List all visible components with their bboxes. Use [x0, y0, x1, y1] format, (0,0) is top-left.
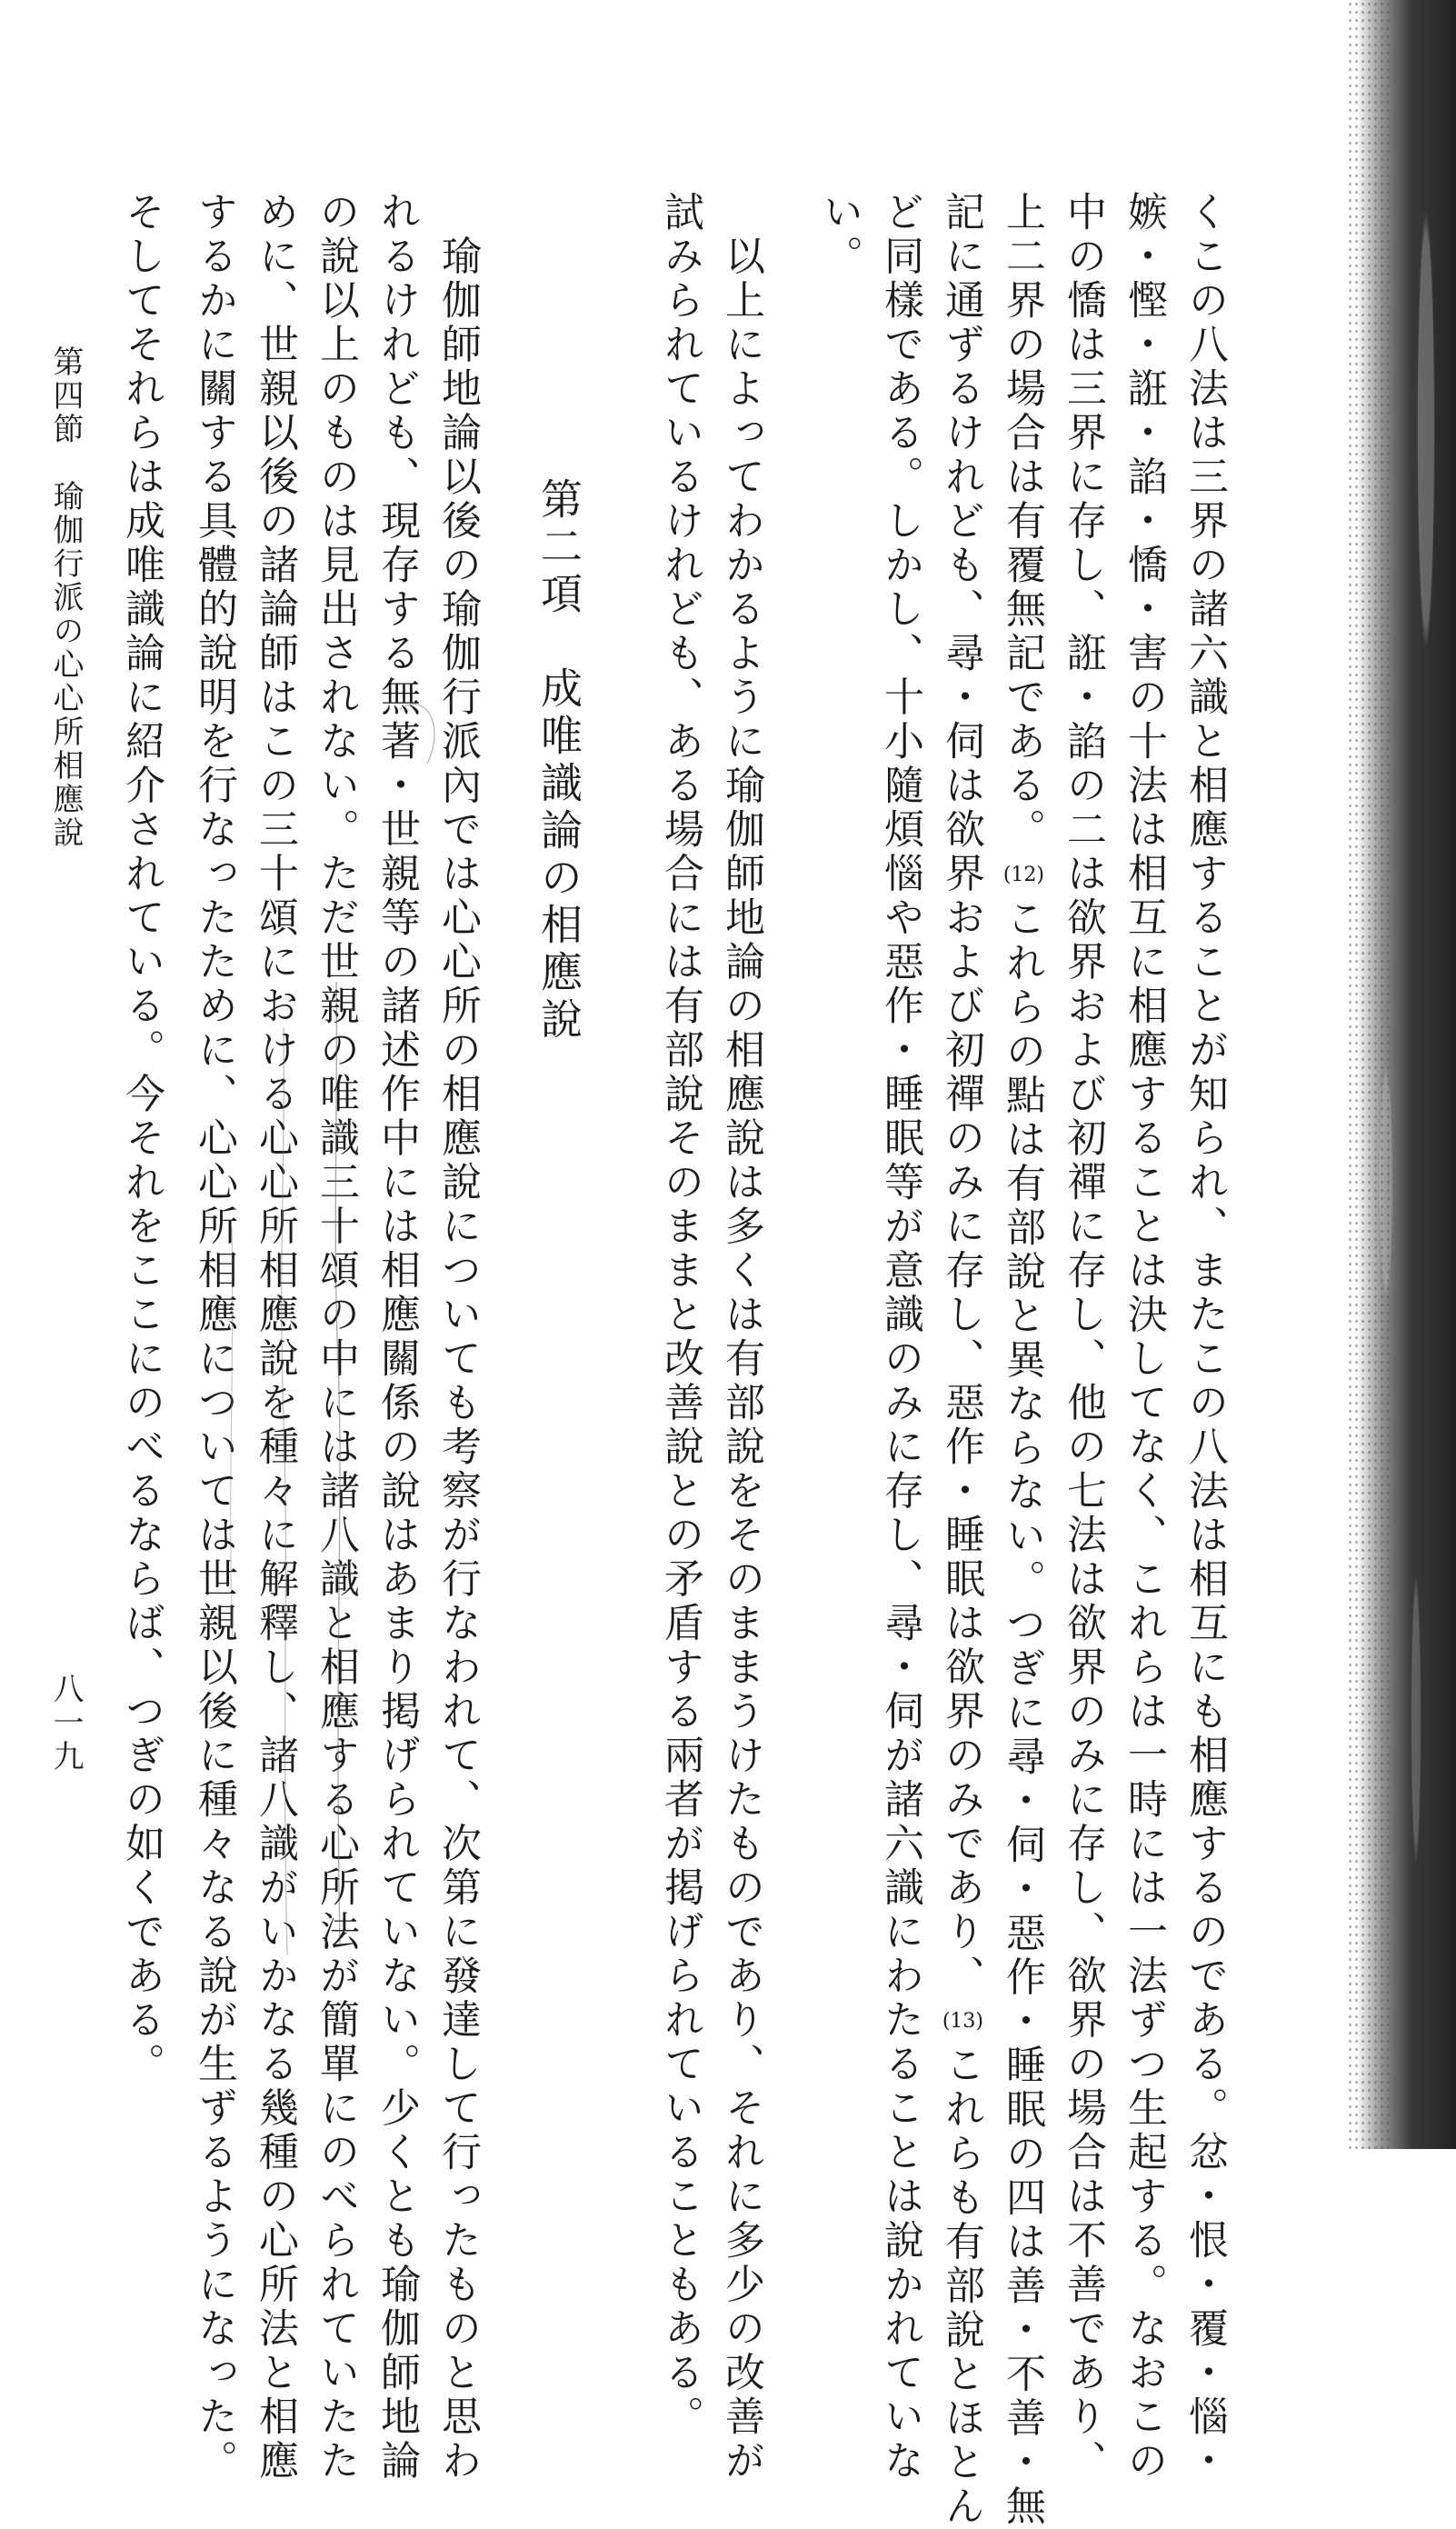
footnote-marker: (12)	[1003, 853, 1044, 898]
text-column: 以上によってわかるように瑜伽師地論の相應說は多くは有部說をそのままうけたものであり、それに多少の改善が	[718, 191, 763, 2484]
text-column: い。	[816, 191, 862, 279]
text-run: 上二界の場合は有覆無記である。	[999, 191, 1045, 853]
text-column: れるけれども、現存する無著・世親等の諸述作中には相應關係の說はあまり掲げられていない。少くとも瑜伽師地論	[374, 191, 419, 2484]
text-column: 瑜伽師地論以後の瑜伽行派內では心心所の相應說についても考察が行なわれて、次第に發達して行ったものと思わ	[434, 191, 480, 2484]
section-heading: 第二項 成唯識論の相應說	[536, 477, 582, 1045]
running-head: 第四節 瑜伽行派の心心所相應說	[47, 345, 84, 850]
text-column: 嫉・慳・誑・諂・憍・害の十法は相互に相應することは決してなく、これらは一時には一法ずつ生起する。なおこの	[1121, 191, 1166, 2484]
text-column: くこの八法は三界の諸六識と相應することが知られ、またこの八法は相互にも相應するのである。忿・恨・覆・惱・	[1182, 191, 1227, 2484]
text-run: これらも有部說とほとん	[938, 2044, 984, 2529]
text-column: の說以上のものは見出されない。ただ世親の唯識三十頌の中には諸八識と相應する心所法が簡單にのべられていたた	[313, 191, 358, 2484]
text-run: これらの點は有部說と異ならない。つぎに尋・伺・惡作・睡眠の四は善・不善・無	[999, 898, 1045, 2529]
page-number: 八一九	[47, 1673, 84, 1774]
text-column: ど同樣である。しかし、十小隨煩惱や惡作・睡眠等が意識のみに存し、尋・伺が諸六識にわたることは說かれていな	[877, 191, 922, 2484]
text-column: 試みられているけれども、ある場合には有部說そのままと改善說との矛盾する兩者が掲げられていることもある。	[657, 191, 703, 2440]
text-run: 記に通ずるけれども、尋・伺は欲界および初禪のみに存し、惡作・睡眠は欲界のみであり、	[938, 191, 984, 1999]
text-column: するかに關する具體的說明を行なったために、心心所相應については世親以後に種々なる說が生ずるようになった。	[191, 191, 236, 2484]
footnote-marker: (13)	[942, 1999, 983, 2044]
text-column: 中の憍は三界に存し、誑・諂の二は欲界および初禪に存し、他の七法は欲界のみに存し、欲界の場合は不善であり、	[1060, 191, 1105, 2484]
text-column: そしてそれらは成唯識論に紹介されている。今それをここにのべるならば、つぎの如くである。	[118, 191, 164, 2087]
text-column: めに、世親以後の諸論師はこの三十頌における心心所相應說を種々に解釋し、諸八識がいかなる幾種の心所法と相應	[252, 191, 297, 2484]
